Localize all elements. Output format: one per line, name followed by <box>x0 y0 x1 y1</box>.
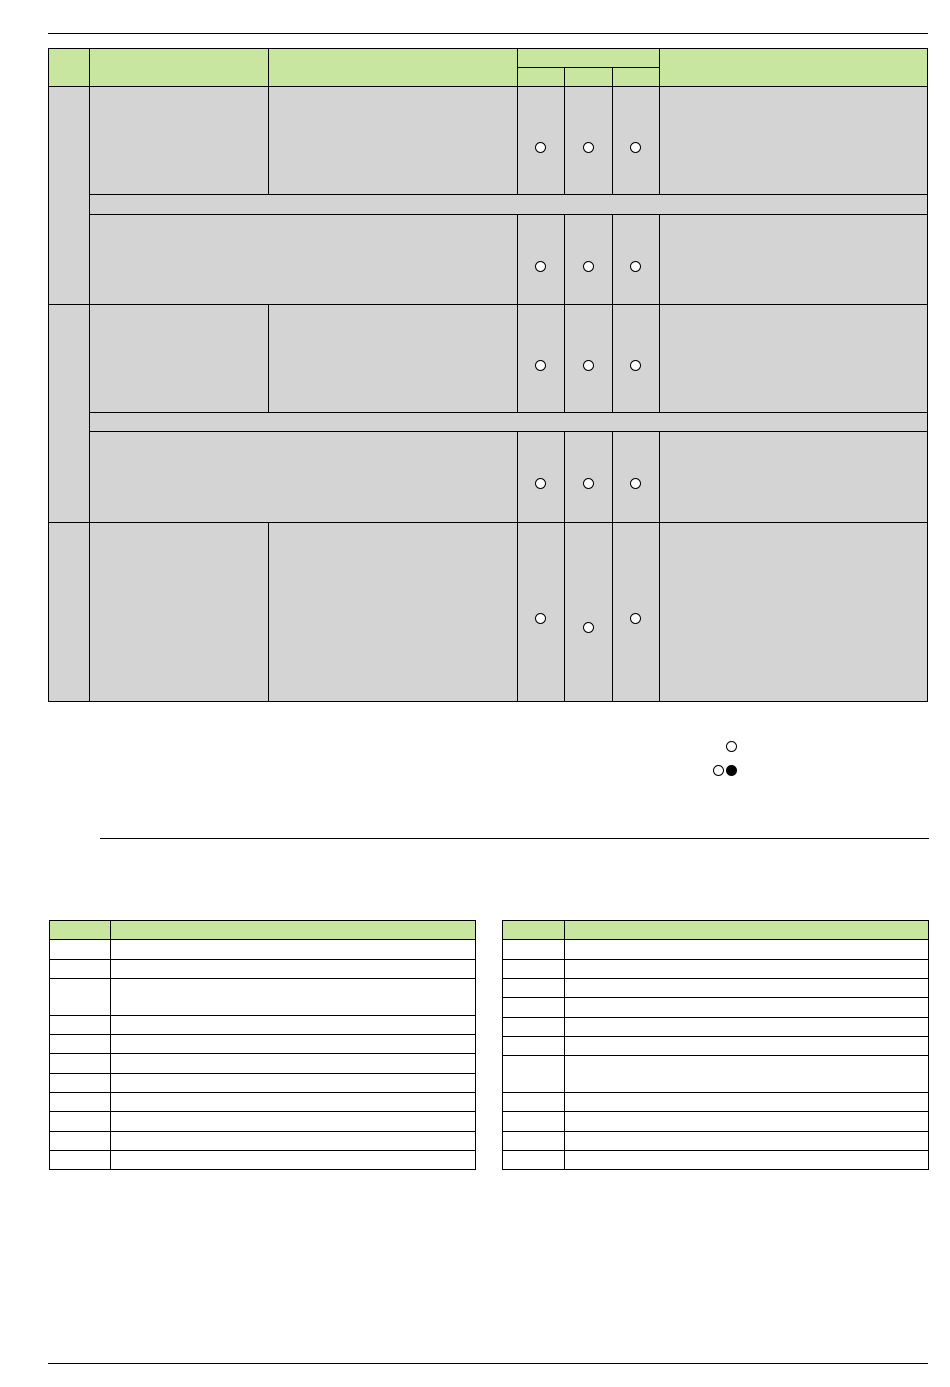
circle-empty-icon <box>583 360 594 371</box>
footer-rule <box>48 1363 928 1364</box>
circle-empty-icon <box>630 360 641 371</box>
circle-empty-icon <box>535 142 546 153</box>
circle-empty-icon <box>535 478 546 489</box>
circle-empty-icon <box>583 478 594 489</box>
circle-empty-icon <box>630 613 641 624</box>
circle-empty-icon <box>630 142 641 153</box>
legend-circle-filled-icon <box>726 765 737 776</box>
circle-empty-icon <box>535 261 546 272</box>
circle-empty-icon <box>630 478 641 489</box>
circle-empty-icon <box>535 360 546 371</box>
main-table-header <box>48 48 928 86</box>
right-table-header <box>502 920 929 939</box>
circle-empty-icon <box>583 622 594 633</box>
left-table-header <box>49 920 476 939</box>
circle-empty-icon <box>630 261 641 272</box>
legend-circle-empty-icon <box>713 765 724 776</box>
circle-empty-icon <box>583 142 594 153</box>
circle-empty-icon <box>583 261 594 272</box>
section-divider <box>100 838 929 839</box>
top-rule <box>48 33 928 34</box>
main-table-body <box>48 86 928 701</box>
circle-empty-icon <box>535 613 546 624</box>
legend-circle-empty-icon <box>726 741 737 752</box>
